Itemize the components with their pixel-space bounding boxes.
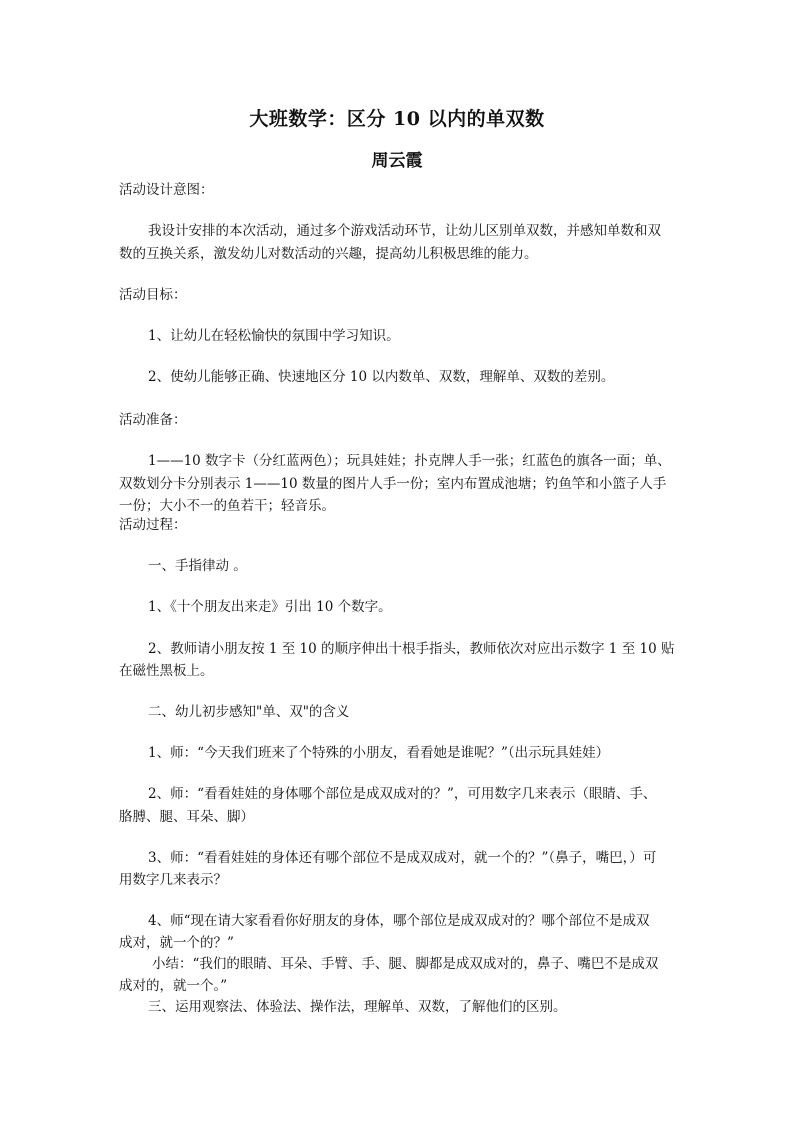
goals-label: 活动目标： (119, 287, 187, 303)
step-1-item-2-line-1: 2、教师请小朋友按 1 至 10 的顺序伸出十根手指头，教师依次对应出示数字 1 至 10 贴 (148, 641, 675, 657)
goal-item-1: 1、让幼儿在轻松愉快的氛围中学习知识。 (148, 328, 400, 344)
goal-item-2: 2、使幼儿能够正确、快速地区分 10 以内数单、双数，理解单、双数的差别。 (148, 369, 615, 385)
step-2-item-1: 1、师：“今天我们班来了个特殊的小朋友，看看她是谁呢？”（出示玩具娃娃） (148, 745, 610, 761)
summary-line-2: 成对的，就一个。” (119, 978, 228, 994)
design-intent-text-line-2: 数的互换关系，激发幼儿对数活动的兴趣，提高幼儿积极思维的能力。 (119, 246, 538, 262)
step-1-item-1: 1、《十个朋友出来走》引出 10 个数字。 (148, 599, 392, 615)
design-intent-text-line-1: 我设计安排的本次活动，通过多个游戏活动环节，让幼儿区别单双数，并感知单数和双 (148, 223, 661, 239)
step-2-title: 二、幼儿初步感知"单、双"的含义 (148, 704, 350, 720)
preparation-text-line-2: 双数划分卡分别表示 1——10 数量的图片人手一份；室内布置成池塘；钓鱼竿和小篮子人手 (119, 476, 667, 492)
preparation-text-line-3: 一份；大小不一的鱼若干；轻音乐。 (119, 498, 335, 514)
preparation-label: 活动准备： (119, 412, 187, 428)
step-2-item-4-line-2: 成对，就一个的？” (119, 935, 234, 951)
step-2-item-2-line-1: 2、师：“看看娃娃的身体哪个部位是成双成对的？”，可用数字几来表示（眼睛、手、 (148, 786, 657, 802)
step-2-item-4-line-1: 4、师“现在请大家看看你好朋友的身体，哪个部位是成双成对的？哪个部位不是成双 (148, 913, 650, 929)
step-2-item-2-line-2: 胳膊、腿、耳朵、脚） (119, 809, 254, 825)
design-intent-label: 活动设计意图： (119, 182, 214, 198)
step-2-item-3-line-1: 3、师：“看看娃娃的身体还有哪个部位不是成双成对，就一个的？”（鼻子，嘴巴，）可 (148, 850, 657, 866)
summary-line-1: 小结：“我们的眼睛、耳朵、手臂、手、腿、脚都是成双成对的，鼻子、嘴巴不是成双 (152, 956, 659, 972)
document-title: 大班数学：区分 10 以内的单双数 (249, 108, 545, 130)
author-name: 周云霞 (371, 151, 423, 171)
step-1-title: 一、手指律动 。 (148, 558, 247, 574)
preparation-text-line-1: 1——10 数字卡（分红蓝两色）；玩具娃娃；扑克牌人手一张；红蓝色的旗各一面；单、 (148, 453, 671, 469)
step-3-title: 三、运用观察法、体验法、操作法，理解单、双数，了解他们的区别。 (148, 999, 567, 1015)
step-1-item-2-line-2: 在磁性黑板上。 (119, 663, 214, 679)
step-2-item-3-line-2: 用数字几来表示？ (119, 872, 227, 888)
process-label: 活动过程： (119, 517, 187, 533)
